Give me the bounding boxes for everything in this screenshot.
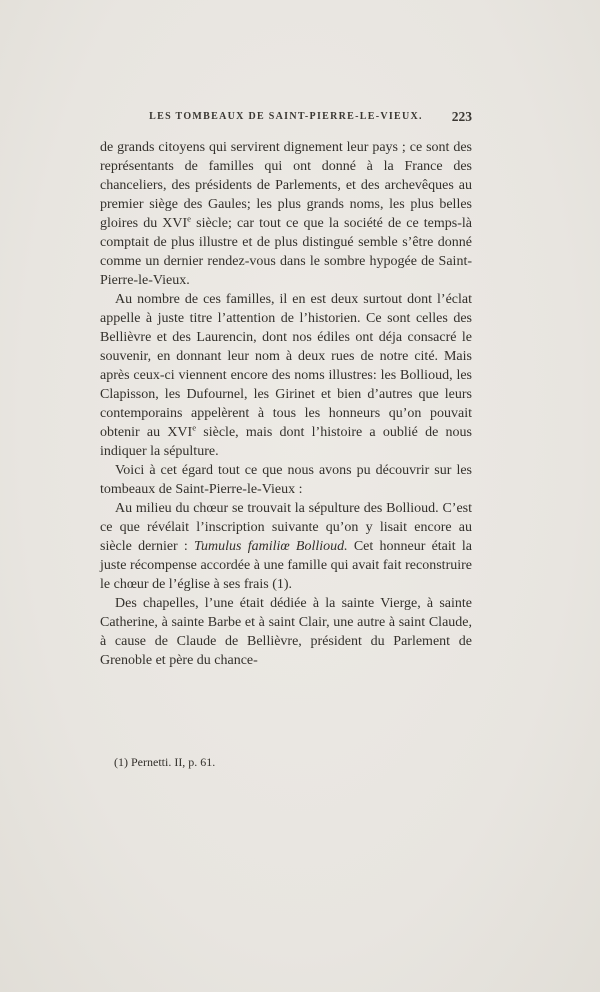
running-title: LES TOMBEAUX DE SAINT-PIERRE-LE-VIEUX. [149, 111, 423, 122]
paragraph-text: siècle; car tout ce que la société de ce temps-là comptait de plus illustre et de plus distingué semble s’être donné comme un dernier rendez-vous dans le sombre hypogée de Saint-Pierre-le-Vieux. [100, 216, 472, 288]
paragraph [100, 499, 472, 594]
body-text [100, 138, 472, 670]
page-number: 223 [451, 109, 472, 124]
paragraph-text: de grands citoyens qui servirent dignement leur pays ; ce sont des représentants de familles qui ont donné à la France des chanceliers, des présidents de Parlements, et des archevêques au premier siège des Gaules; les plus grands noms, les plus belles gloires du XVI [100, 140, 472, 231]
paragraph-text: Au milieu du chœur se trouvait la sépulture des Bollioud. C’est ce que révélait l’inscription suivante qu’on y lisait encore au siècle dernier : [100, 501, 472, 554]
paragraph [100, 594, 472, 670]
paragraph [100, 138, 472, 290]
paragraph [100, 290, 472, 461]
running-header [100, 111, 472, 127]
paragraph-text: Cet honneur était la juste récompense accordée à une famille qui avait fait reconstruire le chœur de l’église à ses frais (1). [100, 539, 472, 592]
footnote: (1) Pernetti. II, p. 61. [114, 755, 216, 769]
paragraph-text: Voici à cet égard tout ce que nous avons pu découvrir sur les tombeaux de Saint-Pierre-le-Vieux : [100, 463, 472, 497]
paragraph-text: e [192, 422, 197, 433]
paragraph-text: Au nombre de ces familles, il en est deux surtout dont l’éclat appelle à juste titre l’attention de l’historien. Ce sont celles des Bellièvre et des Laurencin, dont nos édiles ont déja consacré le souvenir, en donnant leur nom à deux rues de notre cité. Mais après ceux-ci viennent encore des noms illustres: les Bollioud, les Clapisson, les Dufournel, les Girinet et bien d’autres que leurs contemporains appelèrent à tous les honneurs qu’on pouvait obtenir au XVI [100, 292, 472, 440]
paragraph-text: e [187, 213, 192, 224]
paragraph [100, 461, 472, 499]
inscription-latin-text: Tumulus familiœ Bollioud. [194, 539, 348, 554]
paragraph-text: Des chapelles, l’une était dédiée à la sainte Vierge, à sainte Catherine, à sainte Barbe et à saint Clair, une autre à saint Claude, à cause de Claude de Bellièvre, président du Parlement de Grenoble et père du chance- [100, 596, 472, 668]
paragraph-text: siècle, mais dont l’histoire a oublié de nous indiquer la sépulture. [100, 425, 472, 459]
